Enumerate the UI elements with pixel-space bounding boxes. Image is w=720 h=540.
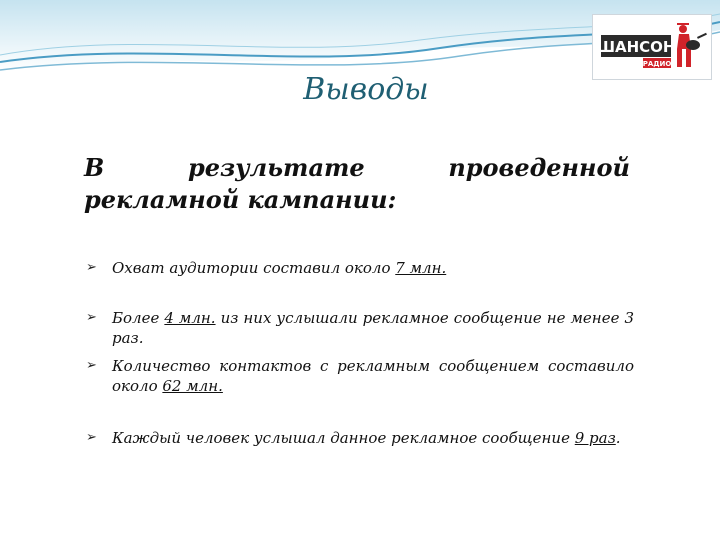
highlight-value: 7 млн. <box>395 259 447 277</box>
bullet-text: Количество контактов с рекламным сообщением составило около 62 млн. <box>112 357 634 395</box>
highlight-value: 9 раз <box>574 429 616 447</box>
bullet-text: Каждый человек услышал данное рекламное сообщение 9 раз. <box>112 429 621 447</box>
bullet-item <box>86 258 634 278</box>
bullet-text: Охват аудитории составил около 7 млн. <box>112 259 447 277</box>
arrow-bullet-icon: ➢ <box>86 358 97 373</box>
bullet-item <box>86 356 634 396</box>
arrow-bullet-icon: ➢ <box>86 430 97 445</box>
bullet-item <box>86 308 634 348</box>
arrow-bullet-icon: ➢ <box>86 260 97 275</box>
bullet-text: Более 4 млн. из них услышали рекламное сообщение не менее 3 раз. <box>112 309 634 347</box>
logo-graphic <box>593 15 711 79</box>
arrow-bullet-icon: ➢ <box>86 310 97 325</box>
logo-sub-text: РАДИО <box>642 60 672 68</box>
intro-paragraph: В результате проведенной рекламной кампании: <box>84 153 630 214</box>
logo-brand-text: ШАНСОН <box>596 38 676 56</box>
shanson-radio-logo <box>592 14 712 80</box>
highlight-value: 62 млн. <box>162 377 223 395</box>
guitarist-icon <box>677 23 707 67</box>
highlight-value: 4 млн. <box>164 309 216 327</box>
bullet-item <box>86 428 634 448</box>
slide-title: Выводы <box>303 72 429 107</box>
